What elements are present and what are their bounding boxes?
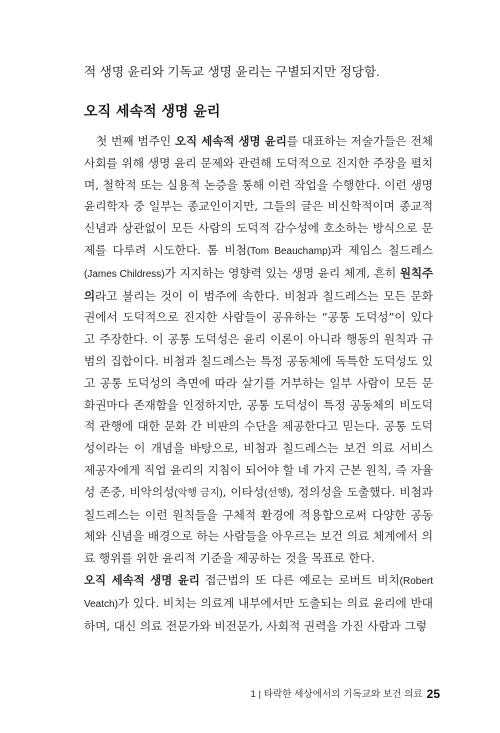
term-principlism: 원칙주의 xyxy=(84,265,434,303)
running-head: 1 | 타락한 세상에서의 기독교와 보건 의료 xyxy=(250,689,423,700)
english-name: (James Childress) xyxy=(84,268,165,280)
parenthetical-gloss: (선행) xyxy=(264,487,291,499)
paragraph-veatch xyxy=(84,570,433,637)
body-text xyxy=(84,131,433,637)
text-run: 를 대표하는 저술가들은 전체 사회를 위해 생명 윤리 문제와 관련해 도덕적으로 진지한 주장을 펼치며, 철학적 또는 실용적 논증을 통해 이런 작업을 수행한다. 이런 생명 윤리학자 중 일부는 종교인이지만, 그들의 글은 비신학적이며 종교적 신념과 상관없이 모든 사람의 도덕적 감수성에 호소하는 방식으로 문제를 다루려 시도한다. 톰 비첨 xyxy=(84,134,433,257)
term-secular-bioethics: 오직 세속적 생명 윤리 xyxy=(175,134,287,148)
parenthetical-gloss: (악행 금지) xyxy=(174,487,223,499)
text-run: , 정의성을 도출했다. 비첨과 칠드레스는 이런 원칙들을 구체적 환경에 적용함으로써 다양한 공동체와 신념을 배경으로 하는 사람들을 아우르는 보건 의료 체계에서 의료 행위를 위한 윤리적 기준을 제공하는 것을 목표로 한다. xyxy=(84,484,433,566)
opening-line: 적 생명 윤리와 기독교 생명 윤리는 구별되지만 정당함. xyxy=(84,65,380,79)
page-number: 25 xyxy=(426,687,440,701)
text-run: 첫 번째 범주인 xyxy=(96,134,176,148)
section-heading: 오직 세속적 생명 윤리 xyxy=(84,104,221,120)
text-run: 라고 불리는 것이 이 범주에 속한다. 비첨과 칠드레스는 모든 문화권에서 도덕적으로 진지한 사람들이 공유하는 “공통 도덕성”이 있다고 주장한다. 이 공통 도덕성은 윤리 이론이 아니라 행동의 원칙과 규범의 집합이다. 비첨과 칠드레스는 특정 공동체에 독특한 도덕성도 있고 공통 도덕성의 측면에 따라 살기를 거부하는 일부 사람이 모든 문화권마다 존재함을 인정하지만, 공통 도덕성이 특정 공동체의 비도덕적 관행에 대한 문화 간 비판의 수단을 제공한다고 믿는다. 공통 도덕성이라는 이 개념을 바탕으로, 비첨과 칠드레스는 보건 의료 서비스 제공자에게 직업 윤리의 지침이 되어야 할 네 가지 근본 원칙, 즉 자율성 존중, 비악의성 xyxy=(84,288,433,499)
page-footer xyxy=(200,685,440,703)
text-run: 가 있다. 비치는 의료계 내부에서만 도출되는 의료 윤리에 반대하며, 대신 의료 전문가와 비전문가, 사회적 권력을 가진 사람과 그렇 xyxy=(84,595,433,633)
text-run: , 이타성 xyxy=(222,484,265,499)
term-secular-bioethics: 오직 세속적 생명 윤리 xyxy=(84,572,200,587)
english-name: (Robert Veatch) xyxy=(84,575,433,610)
text-run: 과 제임스 칠드레스 xyxy=(331,242,433,257)
text-run: 접근법의 또 다른 예로는 로버트 비치 xyxy=(199,572,400,587)
paragraph-principlism xyxy=(84,131,433,570)
english-name: (Tom Beauchamp) xyxy=(246,245,332,257)
text-run: 가 지지하는 영향력 있는 생명 윤리 체계, 흔히 xyxy=(164,265,400,280)
